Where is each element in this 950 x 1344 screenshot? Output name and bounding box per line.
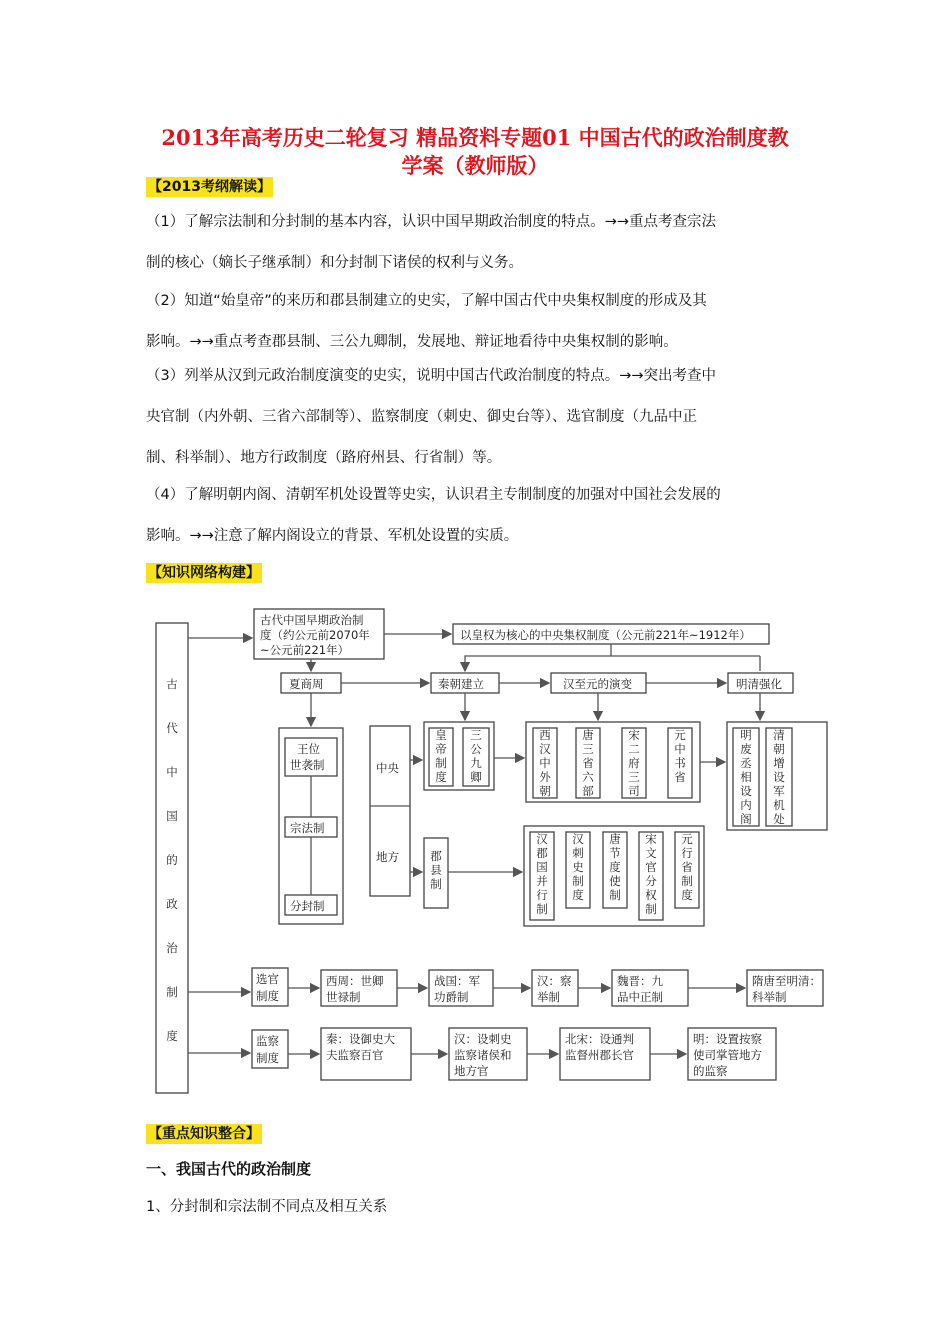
section-knowledge-network: 【知识网络构建】 bbox=[148, 565, 260, 581]
xuanguan-line-2: 制度 bbox=[256, 989, 279, 1003]
para-1 bbox=[146, 202, 810, 284]
junxian-label bbox=[430, 849, 442, 891]
xihan-label bbox=[539, 728, 551, 798]
para-1-line-1: （1）了解宗法制和分封制的基本内容，认识中国早期政治制度的特点。→→重点考查宗法 bbox=[146, 214, 717, 230]
knowledge-network-diagram bbox=[148, 598, 840, 1098]
selection-label-3-1: 汉：察 bbox=[537, 974, 572, 988]
doc-title bbox=[120, 124, 830, 180]
supervision-row bbox=[288, 1028, 776, 1080]
svg-text:宋二府三司: 宋二府三司 bbox=[628, 728, 640, 798]
svg-text:汉刺史制度: 汉刺史制度 bbox=[572, 832, 584, 902]
hanjg-label bbox=[536, 832, 548, 916]
jiancha-line-1: 监察 bbox=[256, 1034, 279, 1048]
wangwei-line-2: 世袭制 bbox=[290, 758, 325, 772]
para-4-line-2: 影响。→→注意了解内阁设立的背景、军机处设置的实质。 bbox=[146, 528, 519, 544]
svg-text:清朝增设军机处: 清朝增设军机处 bbox=[773, 728, 785, 826]
selection-label-1-1: 西周：世卿 bbox=[326, 974, 384, 988]
section-key-knowledge: 【重点知识整合】 bbox=[148, 1126, 260, 1142]
fenfeng-label: 分封制 bbox=[290, 899, 325, 913]
supervision-label-2-3: 地方官 bbox=[454, 1064, 489, 1078]
svg-text:元中书省: 元中书省 bbox=[674, 728, 686, 784]
yuanxs-label bbox=[681, 832, 693, 902]
early-line-1: 古代中国早期政治制 bbox=[260, 613, 364, 627]
supervision-label-2-1: 汉：设刺史 bbox=[454, 1032, 512, 1046]
selection-label-5-2: 科举制 bbox=[752, 990, 787, 1004]
para-3-line-1: （3）列举从汉到元政治制度演变的史实，说明中国古代政治制度的特点。→→突出考查中 bbox=[146, 368, 717, 384]
songwg-label bbox=[645, 832, 657, 916]
svg-text:唐节度使制: 唐节度使制 bbox=[609, 832, 621, 902]
selection-label-3-2: 举制 bbox=[537, 990, 560, 1004]
supervision-label-1-1: 秦：设御史大 bbox=[326, 1032, 395, 1046]
heading-1: 一、我国古代的政治制度 bbox=[146, 1160, 312, 1178]
supervision-label-4-1: 明：设置按察 bbox=[693, 1032, 762, 1046]
para-2-line-2: 影响。→→重点考查郡县制、三公九卿制，发展地、辩证地看待中央集权制的影响。 bbox=[146, 334, 678, 350]
sangong-label bbox=[470, 728, 482, 784]
mingqing-label: 明清强化 bbox=[736, 677, 782, 691]
svg-text:明废丞相设内阁: 明废丞相设内阁 bbox=[740, 728, 752, 826]
hanyuan-label: 汉至元的演变 bbox=[563, 677, 632, 691]
para-1-line-2: 制的核心（嫡长子继承制）和分封制下诸侯的权利与义务。 bbox=[146, 255, 523, 271]
difang-label: 地方 bbox=[376, 850, 399, 864]
xsz-label: 夏商周 bbox=[289, 677, 324, 691]
early-line-2: 度（约公元前2070年 bbox=[260, 628, 370, 642]
selection-label-2-1: 战国：军 bbox=[434, 974, 480, 988]
selection-label-4-2: 品中正制 bbox=[617, 990, 663, 1004]
yuanzs-label bbox=[674, 728, 686, 784]
tangjd-label bbox=[609, 832, 621, 902]
early-line-3: ~公元前221年） bbox=[260, 643, 350, 657]
supervision-label-4-3: 的监察 bbox=[693, 1064, 728, 1078]
selection-label-4-1: 魏晋：九 bbox=[617, 974, 663, 988]
wangwei-line-1: 王位 bbox=[297, 742, 320, 756]
para-3 bbox=[146, 356, 810, 479]
svg-text:西汉中外朝: 西汉中外朝 bbox=[539, 728, 551, 798]
svg-text:元行省制度: 元行省制度 bbox=[681, 832, 693, 902]
svg-text:皇帝制度: 皇帝制度 bbox=[435, 728, 447, 784]
para-4-line-1: （4）了解明朝内阁、清朝军机处设置等史实，认识君主专制制度的加强对中国社会发展的 bbox=[146, 487, 721, 503]
qin-label: 秦朝建立 bbox=[438, 677, 484, 691]
tang3-label bbox=[582, 728, 594, 798]
section-exam-outline: 【2013考纲解读】 bbox=[148, 179, 271, 195]
para-3-line-3: 制、科举制）、地方行政制度（路府州县、行省制）等。 bbox=[146, 450, 502, 466]
title-line-1: 2013年高考历史二轮复习 精品资料专题01 中国古代的政治制度教 bbox=[161, 125, 789, 150]
supervision-label-1-2: 夫监察百官 bbox=[326, 1048, 384, 1062]
supervision-label-3-1: 北宋：设通判 bbox=[565, 1032, 634, 1046]
svg-text:宋文官分权制: 宋文官分权制 bbox=[645, 832, 657, 916]
supervision-label-2-2: 监察诸侯和 bbox=[454, 1048, 512, 1062]
selection-label-2-2: 功爵制 bbox=[434, 990, 469, 1004]
central-label: 以皇权为核心的中央集权制度（公元前221年~1912年） bbox=[460, 628, 751, 642]
qingjj-label bbox=[773, 728, 785, 826]
jiancha-line-2: 制度 bbox=[256, 1051, 279, 1065]
root-label bbox=[166, 677, 178, 1043]
selection-label-5-1: 隋唐至明清： bbox=[752, 974, 821, 988]
hancs-label bbox=[572, 832, 584, 902]
mingfei-label bbox=[740, 728, 752, 826]
selection-label-1-2: 世禄制 bbox=[326, 990, 361, 1004]
svg-text:古代中国的政治制度: 古代中国的政治制度 bbox=[166, 677, 178, 1043]
para-4 bbox=[146, 475, 810, 557]
selection-row bbox=[288, 970, 823, 1006]
supervision-label-4-2: 使司掌管地方 bbox=[693, 1048, 762, 1062]
song2-label bbox=[628, 728, 640, 798]
zongfa-label: 宗法制 bbox=[290, 821, 325, 835]
zhongyang-label: 中央 bbox=[376, 761, 399, 775]
svg-text:唐三省六部: 唐三省六部 bbox=[582, 728, 594, 798]
title-line-2: 学案（教师版） bbox=[401, 153, 549, 178]
svg-text:三公九卿: 三公九卿 bbox=[470, 728, 482, 784]
para-2 bbox=[146, 281, 810, 363]
huangdi-label bbox=[435, 728, 447, 784]
para-3-line-2: 央官制（内外朝、三省六部制等）、监察制度（刺史、御史台等）、选官制度（九品中正 bbox=[146, 409, 697, 425]
heading-2: 1、分封制和宗法制不同点及相互关系 bbox=[146, 1199, 388, 1215]
svg-text:汉郡国并行制: 汉郡国并行制 bbox=[536, 832, 548, 916]
central-local-box bbox=[370, 726, 410, 896]
svg-text:郡县制: 郡县制 bbox=[430, 849, 442, 891]
xuanguan-line-1: 选官 bbox=[256, 972, 279, 986]
para-2-line-1: （2）知道“始皇帝”的来历和郡县制建立的史实，了解中国古代中央集权制度的形成及其 bbox=[146, 293, 707, 309]
supervision-label-3-2: 监督州郡长官 bbox=[565, 1048, 634, 1062]
